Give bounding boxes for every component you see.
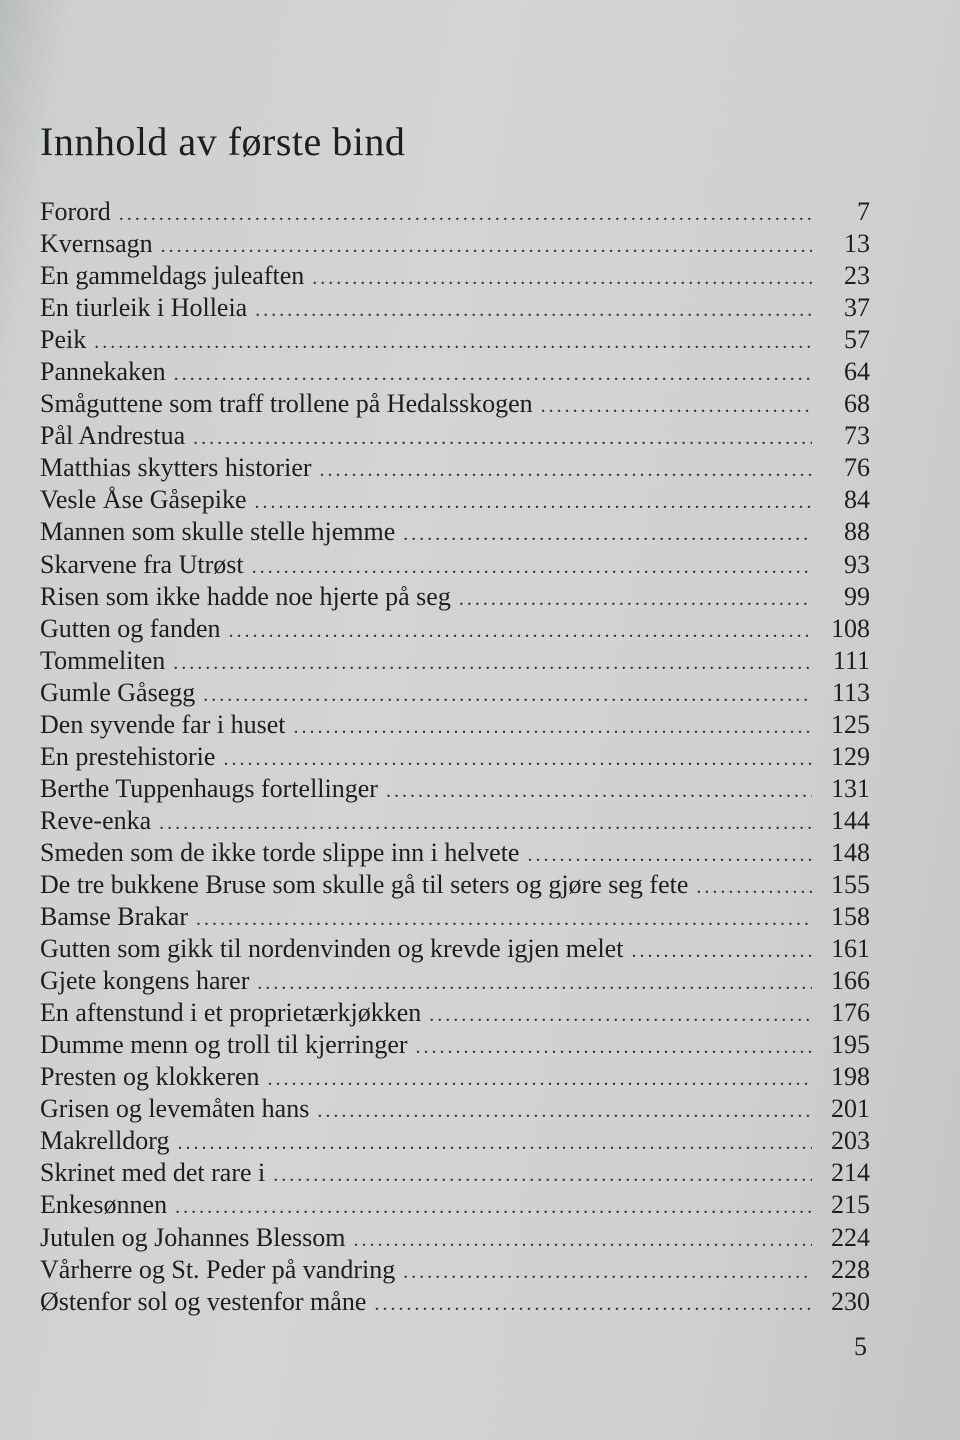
entry-page: 155 [831,869,870,899]
toc-entry [40,997,870,1029]
entry-page: 108 [831,613,870,643]
entry-title: En tiurleik i Holleia [40,293,248,323]
entry-title: Dumme menn og troll til kjerringer [40,1030,408,1060]
entry-page: 230 [831,1286,870,1316]
entry-title: Kvernsagn [40,229,153,259]
entry-page: 224 [831,1222,870,1252]
toc-entry [40,709,870,741]
entry-title: Småguttene som traff trollene på Hedalsskogen [40,389,533,419]
entry-title: Skarvene fra Utrøst [40,549,244,579]
entry-page: 195 [831,1030,870,1060]
entry-title: Pål Andrestua [40,421,186,451]
leader-dots [252,551,812,583]
leader-dots [459,583,812,615]
leader-dots [159,807,812,839]
entry-page: 84 [844,485,870,515]
entry-page: 176 [831,998,870,1028]
entry-page: 37 [844,293,870,323]
entry-page: 214 [831,1158,870,1188]
entry-title: Smeden som de ikke torde slippe inn i helvete [40,837,520,867]
entry-title: Gutten som gikk til nordenvinden og krevde igjen melet [40,934,624,964]
entry-page: 7 [857,197,870,226]
leader-dots [374,1288,812,1320]
entry-page: 99 [844,581,870,611]
leader-dots [403,1256,812,1288]
entry-page: 76 [844,453,870,483]
leader-dots [173,647,812,679]
entry-page: 68 [844,389,870,419]
toc-entry [40,420,870,452]
leader-dots [223,743,812,775]
toc-entry [40,228,870,260]
toc-entry [40,549,870,581]
entry-title: Gutten og fanden [40,613,221,643]
toc-entry [40,741,870,773]
leader-dots [386,775,812,807]
entry-title: Makrelldorg [40,1126,170,1156]
toc-entry [40,1061,870,1093]
leader-dots [161,230,812,262]
entry-title: Gjete kongens harer [40,966,250,996]
entry-title: Enkesønnen [40,1190,168,1220]
toc-entry [40,1222,870,1254]
leader-dots [696,871,812,903]
toc-entry [40,1029,870,1061]
page-title: Innhold av første bind [40,119,406,164]
toc-entry [40,324,870,356]
entry-page: 129 [831,741,870,771]
entry-title: Grisen og levemåten hans [40,1094,310,1124]
entry-title: Mannen som skulle stelle hjemme [40,517,396,547]
leader-dots [317,1095,812,1127]
entry-page: 93 [844,549,870,579]
toc-entry [40,1286,870,1318]
toc-entry [40,196,870,228]
entry-title: Gumle Gåsegg [40,677,196,707]
entry-title: Pannekaken [40,357,166,387]
table-of-contents [40,196,870,1318]
entry-title: Forord [40,197,111,226]
leader-dots [119,198,812,230]
leader-dots [631,935,812,967]
entry-title: Vesle Åse Gåsepike [40,485,247,515]
leader-dots [293,711,812,743]
entry-title: Tommeliten [40,645,166,675]
entry-title: Skrinet med det rare i [40,1158,266,1188]
leader-dots [229,615,812,647]
leader-dots [354,1224,813,1256]
toc-entry [40,773,870,805]
leader-dots [193,422,812,454]
toc-entry [40,484,870,516]
entry-title: Matthias skytters historier [40,453,312,483]
leader-dots [255,294,812,326]
entry-title: De tre bukkene Bruse som skulle gå til seters og gjøre seg fete [40,869,689,899]
toc-entry [40,965,870,997]
entry-page: 125 [831,709,870,739]
leader-dots [94,326,812,358]
toc-entry [40,516,870,548]
entry-page: 201 [831,1094,870,1124]
toc-entry [40,837,870,869]
toc-entry [40,805,870,837]
leader-dots [416,1031,812,1063]
leader-dots [257,967,812,999]
toc-entry [40,292,870,324]
entry-title: Peik [40,325,87,355]
entry-page: 198 [831,1062,870,1092]
leader-dots [429,999,812,1031]
entry-page: 166 [831,966,870,996]
entry-title: Reve-enka [40,805,152,835]
entry-page: 158 [831,902,870,932]
toc-entry [40,1157,870,1189]
entry-page: 73 [844,421,870,451]
leader-dots [320,454,812,486]
entry-page: 64 [844,357,870,387]
toc-entry [40,581,870,613]
toc-entry [40,933,870,965]
toc-entry [40,645,870,677]
entry-page: 23 [844,261,870,291]
leader-dots [203,679,812,711]
entry-title: Østenfor sol og vestenfor måne [40,1286,367,1316]
entry-page: 161 [831,934,870,964]
entry-page: 13 [844,229,870,259]
toc-entry [40,869,870,901]
entry-title: Berthe Tuppenhaugs fortellinger [40,773,378,803]
toc-entry [40,452,870,484]
entry-page: 57 [844,325,870,355]
toc-entry [40,356,870,388]
toc-entry [40,260,870,292]
leader-dots [178,1127,813,1159]
leader-dots [255,486,813,518]
entry-title: Risen som ikke hadde noe hjerte på seg [40,581,451,611]
entry-title: Presten og klokkeren [40,1062,260,1092]
entry-title: En prestehistorie [40,741,216,771]
toc-entry [40,1125,870,1157]
entry-title: En gammeldags juleaften [40,261,305,291]
entry-title: En aftenstund i et proprietærkjøkken [40,998,422,1028]
toc-entry [40,1189,870,1221]
toc-entry [40,677,870,709]
leader-dots [527,839,812,871]
entry-page: 228 [831,1254,870,1284]
page-number: 5 [854,1332,867,1361]
entry-page: 113 [831,677,870,707]
toc-entry [40,1254,870,1286]
entry-title: Jutulen og Johannes Blessom [40,1222,346,1252]
leader-dots [541,390,812,422]
leader-dots [312,262,812,294]
entry-page: 215 [831,1190,870,1220]
entry-page: 111 [832,645,870,675]
toc-entry [40,388,870,420]
leader-dots [273,1159,812,1191]
entry-page: 148 [831,837,870,867]
leader-dots [268,1063,812,1095]
leader-dots [403,518,812,550]
toc-entry [40,901,870,933]
leader-dots [175,1191,812,1223]
entry-page: 203 [831,1126,870,1156]
entry-page: 144 [831,805,870,835]
toc-entry [40,613,870,645]
entry-title: Bamse Brakar [40,902,189,932]
entry-page: 88 [844,517,870,547]
toc-entry [40,1093,870,1125]
entry-title: Vårherre og St. Peder på vandring [40,1254,396,1284]
entry-page: 131 [831,773,870,803]
entry-title: Den syvende far i huset [40,709,286,739]
leader-dots [174,358,812,390]
leader-dots [196,903,812,935]
